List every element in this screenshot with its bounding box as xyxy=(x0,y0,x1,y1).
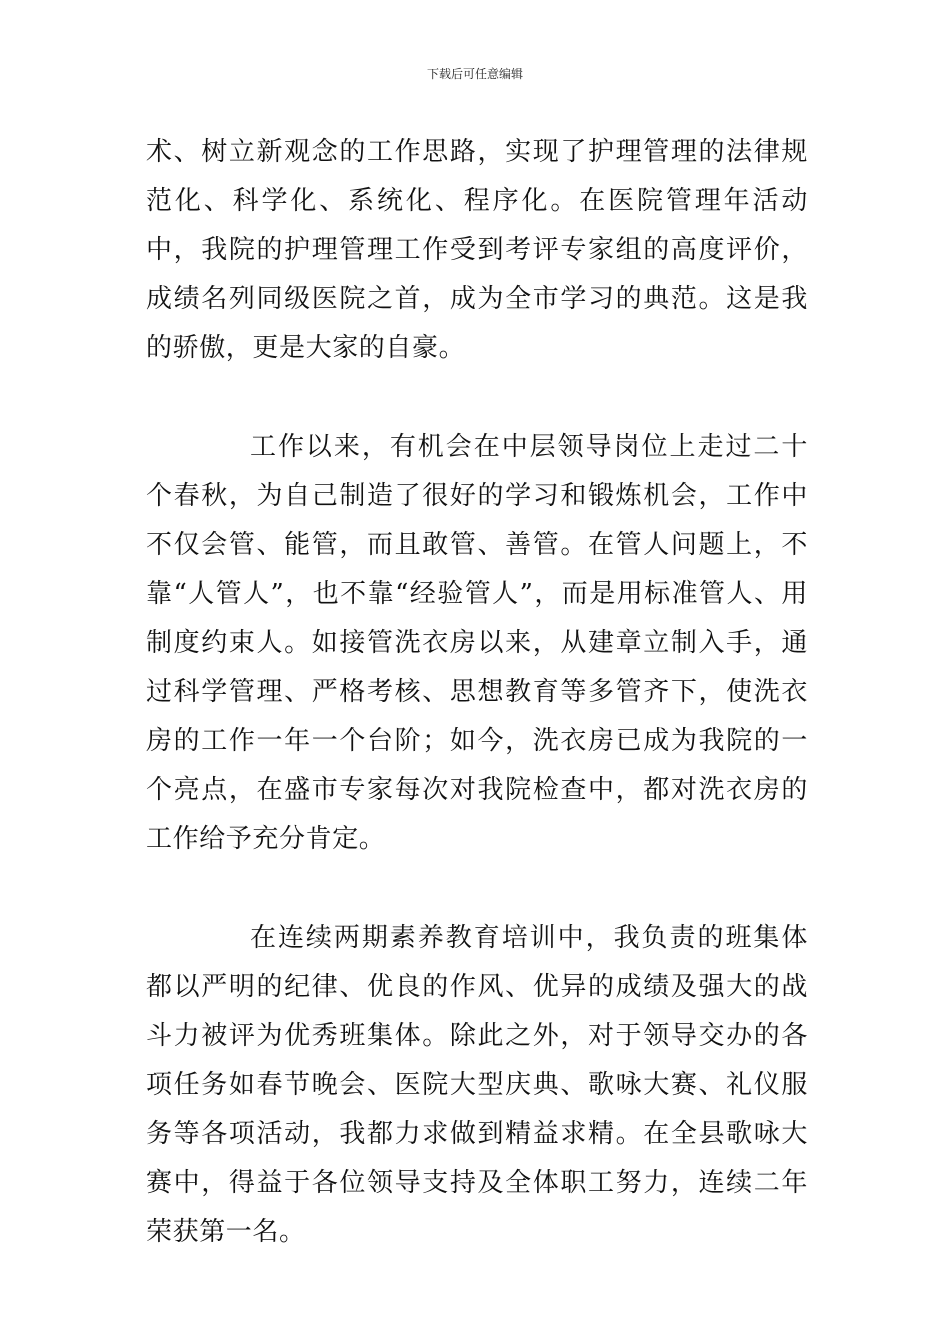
paragraph-spacer xyxy=(146,373,808,423)
paragraph-2: 工作以来，有机会在中层领导岗位上走过二十个春秋，为自己制造了很好的学习和锻炼机会，工作中不仅会管、能管，而且敢管、善管。在管人问题上，不靠“人管人”，也不靠“经验管人”，而是用标准管人、用制度约束人。如接管洗衣房以来，从建章立制入手，通过科学管理、严格考核、思想教育等多管齐下，使洗衣房的工作一年一个台阶；如今，洗衣房已成为我院的一个亮点，在盛市专家每次对我院检查中，都对洗衣房的工作给予充分肯定。 xyxy=(146,432,808,854)
document-body xyxy=(146,128,808,1257)
paragraph-3: 在连续两期素养教育培训中，我负责的班集体都以严明的纪律、优良的作风、优异的成绩及强大的战斗力被评为优秀班集体。除此之外，对于领导交办的各项任务如春节晚会、医院大型庆典、歌咏大赛、礼仪服务等各项活动，我都力求做到精益求精。在全县歌咏大赛中，得益于各位领导支持及全体职工努力，连续二年荣获第一名。 xyxy=(146,923,808,1247)
page-header-note: 下载后可任意编辑 xyxy=(426,67,523,81)
paragraph-spacer xyxy=(146,864,808,914)
paragraph-1: 术、树立新观念的工作思路，实现了护理管理的法律规范化、科学化、系统化、程序化。在医院管理年活动中，我院的护理管理工作受到考评专家组的高度评价，成绩名列同级医院之首，成为全市学习的典范。这是我的骄傲，更是大家的自豪。 xyxy=(146,137,808,363)
